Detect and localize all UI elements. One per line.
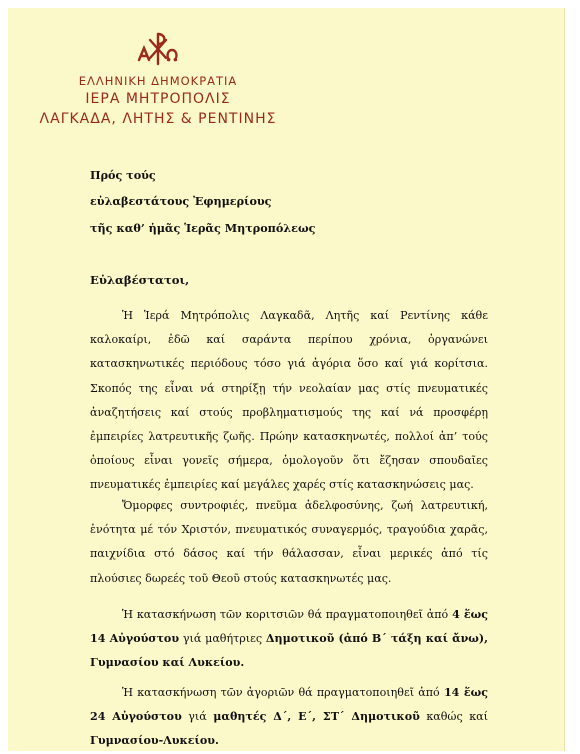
girls-camp-grades: Δημοτικοῦ (ἀπό Β΄ τάξη καί ἄνω), Γυμνασίου καί Λυκείου. xyxy=(90,632,488,670)
chi-rho-alpha-omega-icon xyxy=(136,30,180,68)
paragraph-boys-camp xyxy=(90,681,488,754)
paragraph-activities: Ὄμορφες συντροφιές, πνεῦμα ἀδελφοσύνης, ζωή λατρευτική, ἑνότητα μέ τόν Χριστόν, πνευματικός συναγερμός, τραγούδια χαρᾶς, παιχνίδια στό δάσος καί τήν θάλασσαν, εἶναι μερικές ἀπό τίς πλούσιες δωρεές τοῦ Θεοῦ στούς κατασκηνωτές μας. xyxy=(90,499,488,585)
letterhead-line-1: ΕΛΛΗΝΙΚΗ ΔΗΜΟΚΡΑΤΙΑ xyxy=(78,74,238,88)
boys-camp-text-c: γιά xyxy=(181,710,214,724)
recipient-line-2: εὐλαβεστάτους Ἐφημερίους xyxy=(90,194,272,208)
boys-camp-dates: 14 ἕως 24 Αὐγούστου xyxy=(90,686,488,724)
boys-camp-school: Γυμνασίου-Λυκείου. xyxy=(90,734,219,748)
paragraph-girls-camp xyxy=(90,603,488,676)
recipient-line-3: τῆς καθ’ ἡμᾶς Ἱερᾶς Μητροπόλεως xyxy=(90,221,316,235)
boys-camp-text-a: Ἡ κατασκήνωση τῶν ἀγοριῶν θά πραγματοποιηθεῖ ἀπό xyxy=(122,686,444,699)
letterhead-line-2: ΙΕΡΑ ΜΗΤΡΟΠΟΛΙΣ xyxy=(85,91,231,107)
girls-camp-text-a: Ἡ κατασκήνωση τῶν κοριτσιῶν θά πραγματοποιηθεῖ ἀπό xyxy=(122,608,453,621)
letter-page xyxy=(8,8,565,751)
recipient-line-1: Πρός τούς xyxy=(90,168,156,182)
girls-camp-text-c: γιά μαθήτριες xyxy=(179,632,266,646)
letterhead-line-3: ΛΑΓΚΑΔΑ, ΛΗΤΗΣ & ΡΕΝΤΙΝΗΣ xyxy=(39,111,277,127)
paragraph-intro: Ἡ Ἱερά Μητρόπολις Λαγκαδᾶ, Λητῆς καί Ρεντίνης κάθε καλοκαίρι, ἐδῶ καί σαράντα περίπου χρόνια, ὀργανώνει κατασκηνωτικές περιόδους τόσο γιά ἀγόρια ὅσο καί γιά κορίτσια. Σκοπός της εἶναι νά στηρίξῃ τήν νεολαίαν μας στίς πνευματικές ἀναζητήσεις καί στούς προβληματισμούς της καί νά προσφέρῃ ἐμπειρίες λατρευτικῆς ζωῆς. Πρώην κατασκηνωτές, πολλοί ἀπ’ τούς ὁποίους εἶναι γονεῖς σήμερα, ὁμολογοῦν ὅτι ἔζησαν σπουδαῖες πνευματικές ἐμπειρίες καί μεγάλες χαρές στίς κατασκηνώσεις μας. xyxy=(90,309,488,492)
boys-camp-grades: μαθητές Δ΄, Ε΄, ΣΤ΄ Δημοτικοῦ xyxy=(213,710,420,724)
girls-camp-dates: 4 ἕως 14 Αὐγούστου xyxy=(90,608,488,646)
salutation: Εὐλαβέστατοι, xyxy=(90,273,190,287)
boys-camp-text-e: καθώς καί xyxy=(419,710,488,724)
